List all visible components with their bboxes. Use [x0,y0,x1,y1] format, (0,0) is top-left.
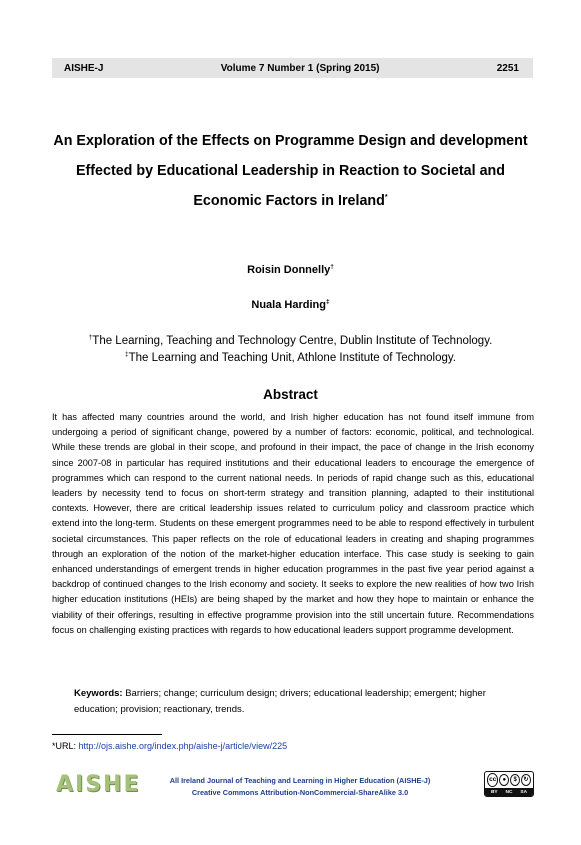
footnote-link[interactable]: http://ojs.aishe.org/index.php/aishe-j/article/view/225 [78,741,288,751]
paper-title [40,126,541,216]
affiliation-text: The Learning, Teaching and Technology Centre, Dublin Institute of Technology. [92,335,493,347]
author-2 [0,299,581,311]
cc-icons [485,772,533,788]
cc-labels [485,788,533,796]
by-attribution-icon: ● [499,774,509,786]
issue-info: Volume 7 Number 1 (Spring 2015) [220,62,380,74]
cc-nc-label: NC [505,789,513,795]
author-name: Roisin Donnelly [247,264,331,276]
running-header [52,58,533,78]
affiliation-mark: † [88,334,93,342]
abstract-heading: Abstract [263,387,318,402]
footnote-divider [52,734,162,735]
footer-info [150,775,450,799]
affiliation-2 [0,350,581,367]
title-line-2: Effected by Educational Leadership in Reaction to Societal and [76,163,505,179]
affiliation-text: The Learning and Teaching Unit, Athlone Institute of Technology. [128,352,456,364]
cc-by-label: BY [490,789,498,795]
footnote-prefix: *URL: [52,741,79,751]
cc-icon: cc [487,773,498,787]
cc-sa-label: SA [520,789,528,795]
keywords [74,686,524,717]
author-name: Nuala Harding [251,299,326,311]
affiliation-mark: ‡ [125,351,129,359]
aishe-logo: AISHE [56,772,141,797]
journal-name: AISHE-J [64,62,104,74]
noncommercial-icon: $ [510,774,520,786]
footer-journal-name: All Ireland Journal of Teaching and Learning in Higher Education (AISHE-J) [169,776,431,785]
creative-commons-badge[interactable] [484,771,534,797]
footnote [52,741,287,751]
page-number: 2251 [496,62,519,74]
title-footnote-mark: * [384,194,388,202]
author-1 [0,264,581,276]
affiliation-1 [0,333,581,350]
abstract-body: It has affected many countries around the world, and Irish higher education has not found itself immune from undergoing a period of significant change, powered by a number of factors: economic, political, and technological. While these trends are global in their scope, and profound in their impact, the pace of change in the Irish economy since 2007-08 in particular has required institutions and their educational leaders to encourage the emergence of programmes which can respond to the current national needs. In periods of rapid change such as this, educational leaders by necessity tend to focus on short-term strategy and transition planning, adapted to their institutional contexts. However, there are critical leadership issues related to curriculum policy and classroom practice which extend into the long-term. Students on these emergent programmes need to be able to respond effectively in turbulent societal circumstances. This paper reflects on the role of educational leaders in creating and shaping programmes through an exploration of the notion of the market-higher education interface. This case study is seeking to gain enhanced understandings of emergent trends in higher education programmes in the past five year period against a backdrop of continued changes to the Irish economy and society. It seeks to explore the new realities of how two Irish higher education institutions (HEIs) are being shaped by the market and how they hope to maintain or enhance the viability of their offerings, resulting in effective programme provision into the still uncertain future. Recommendations focus on challenging existing practices with regards to how educational leaders support programme development. [52,412,534,635]
title-line-3: Economic Factors in Ireland [193,193,385,209]
sharealike-icon: ↻ [521,774,531,786]
keywords-label: Keywords: [74,688,123,699]
keywords-text: Barriers; change; curriculum design; drivers; educational leadership; emergent; higher education; provision; reactionary, trends. [74,688,486,715]
author-mark: ‡ [325,298,330,306]
footer-license: Creative Commons Attribution-NonCommercial-ShareAlike 3.0 [191,788,409,797]
title-line-1: An Exploration of the Effects on Programme Design and development [53,133,528,149]
author-mark: † [330,263,334,271]
